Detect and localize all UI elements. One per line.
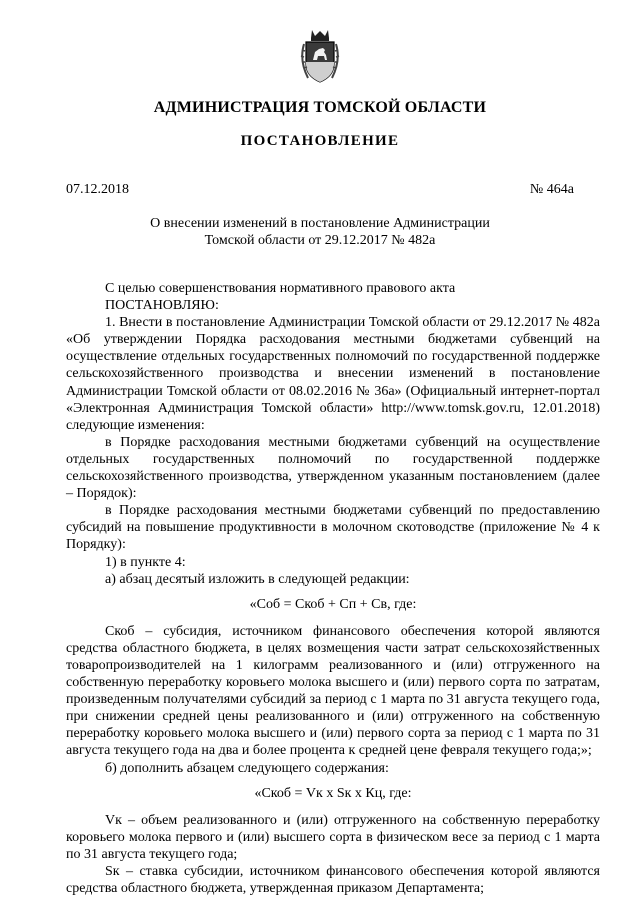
document-number: № 464а xyxy=(529,182,574,197)
paragraph-item-1: 1. Внести в постановление Администрации Томской области от 29.12.2017 № 482а «Об утверждении Порядка расходования местными бюджетами субвенций на осуществление отдельных государственных полномочий по государственной поддержке сельскохозяйственного производства и внесении изменений в постановление Администрации Томской области от 08.02.2016 № 36а» (Официальный интернет-портал «Электронная Администрация Томской области» http://www.tomsk.gov.ru, 12.01.2018) следующие изменения: xyxy=(66,315,600,433)
document-type-title: ПОСТАНОВЛЕНИЕ xyxy=(240,133,400,149)
formula-2: «Скоб = Vк x Sк x Кц, где: xyxy=(254,785,412,801)
document-date: 07.12.2018 xyxy=(66,182,129,197)
paragraph-sub-a: а) абзац десятый изложить в следующей редакции: xyxy=(105,571,410,587)
formula-1: «Соб = Скоб + Сп + Св, где: xyxy=(249,596,417,612)
document-body xyxy=(66,280,600,897)
paragraph-order-ref: в Порядке расходования местными бюджетами субвенций на осуществление отдельных государственных полномочий по государственной поддержке сельскохозяйственного производства, утвержденном указанным постановлением (далее – Порядок): xyxy=(66,434,600,502)
paragraph-vk-definition: Vк – объем реализованного и (или) отгруженного на собственную переработку коровьего молока первого и (или) высшего сорта в физическом весе за период с 1 марта по 31 августа текущего года; xyxy=(66,812,600,862)
paragraph-sub-b: б) дополнить абзацем следующего содержания: xyxy=(105,760,389,776)
paragraph-purpose: С целью совершенствования нормативного правового акта xyxy=(105,281,456,296)
paragraph-sk-definition: Sк – ставка субсидии, источником финансового обеспечения которой являются средства областного бюджета, утвержденная приказом Департамента; xyxy=(66,864,600,897)
organization-title: АДМИНИСТРАЦИЯ ТОМСКОЙ ОБЛАСТИ xyxy=(153,99,487,116)
paragraph-resolve: ПОСТАНОВЛЯЮ: xyxy=(105,298,219,314)
document-subject xyxy=(100,215,540,249)
coat-of-arms-icon xyxy=(298,28,342,84)
paragraph-point-4: 1) в пункте 4: xyxy=(105,554,186,570)
paragraph-skob-definition: Скоб – субсидия, источником финансового обеспечения которой являются средства областного бюджета, в целях возмещения части затрат сельскохозяйственных товаропроизводителей на 1 килограмм реализованного и (или) отгруженного на собственную переработку коровьего молока высшего и (или) первого сорта по затратам, произведенным получателями субсидий за период с 1 марта по 31 августа текущего года, при снижении средней цены реализованного и (или) отгруженного на собственную переработку коровьего молока высшего и (или) первого сорта за период с 1 марта по 31 августа текущего года на два и более процента к средней цене февраля текущего года;»; xyxy=(66,623,600,759)
subject-line-2: Томской области от 29.12.2017 № 482а xyxy=(204,233,436,248)
subject-line-1: О внесении изменений в постановление Администрации xyxy=(150,216,490,231)
paragraph-annex-ref: в Порядке расходования местными бюджетами субвенций по предоставлению субсидий на повышение продуктивности в молочном скотоводстве (приложение № 4 к Порядку): xyxy=(66,503,600,553)
